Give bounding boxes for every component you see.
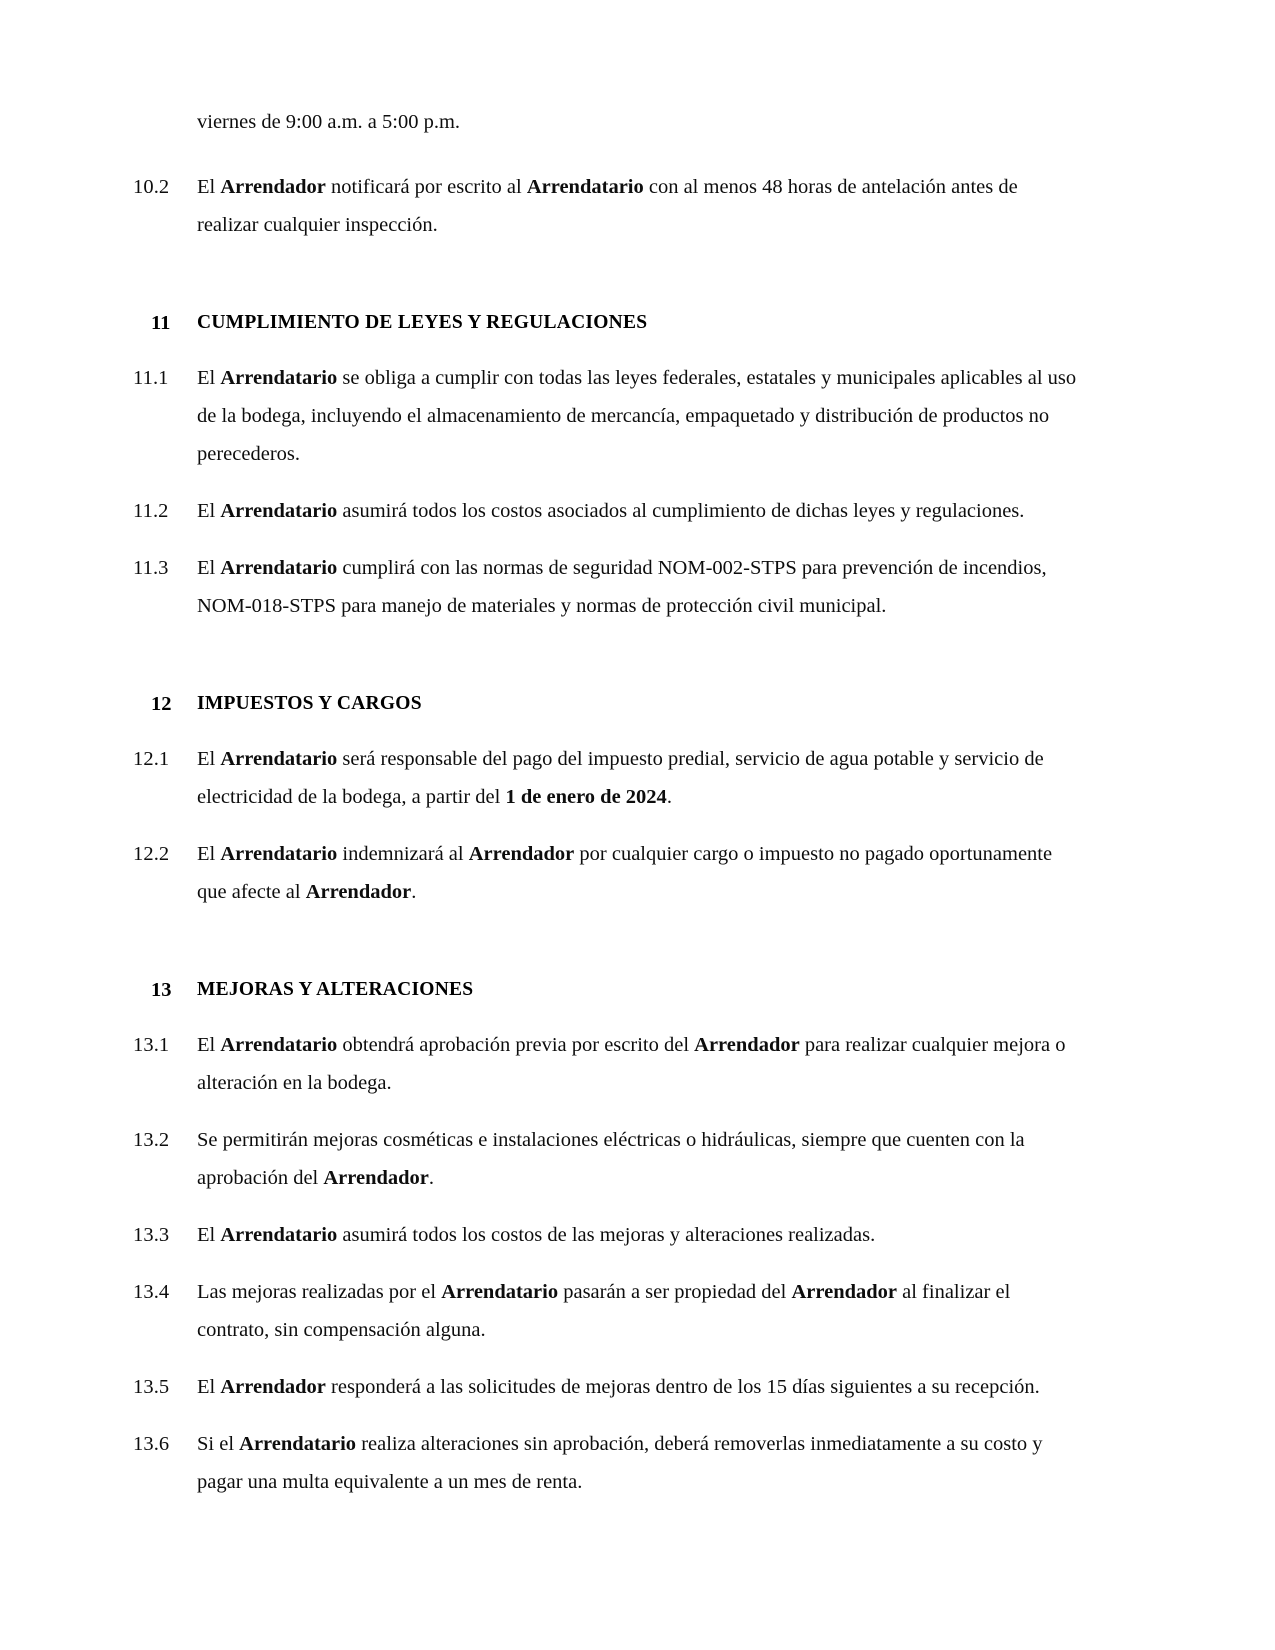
clause-text-run: indemnizará al: [337, 843, 469, 865]
clause-number: 13.4: [133, 1281, 170, 1303]
clause-body: [197, 1121, 1083, 1197]
clause-text-run: Se permitirán mejoras cosméticas e instalaciones eléctricas o hidráulicas, siempre que cuenten con la aprobación del: [197, 1129, 1025, 1189]
clause-list-top: [133, 168, 1083, 244]
emphasis-term: Arrendador: [323, 1167, 429, 1189]
clause-number: 12.1: [133, 748, 170, 770]
clause-text-run: pasarán a ser propiedad del: [558, 1281, 792, 1303]
emphasis-term: Arrendador: [220, 1376, 326, 1398]
clause-text-run: .: [428, 1167, 435, 1189]
clause-body: [197, 168, 1083, 244]
emphasis-term: Arrendatario: [220, 557, 338, 579]
emphasis-term: Arrendatario: [220, 500, 338, 522]
clause-13.4: [133, 1273, 1083, 1349]
clause-13.3: [133, 1216, 1083, 1254]
clause-text-run: asumirá todos los costos de las mejoras y alteraciones realizadas.: [337, 1224, 876, 1246]
clause-text-run: realiza alteraciones sin aprobación, deberá removerlas inmediatamente a su costo y pagar una multa equivalente a un mes de renta.: [197, 1433, 1043, 1493]
clause-text-run: para realizar cualquier mejora o alteración en la bodega.: [197, 1034, 1066, 1094]
clause-number: 12.2: [133, 843, 170, 865]
clause-11.3: [133, 549, 1083, 625]
section-title: MEJORAS Y ALTERACIONES: [197, 979, 474, 1000]
clause-body: [197, 492, 1083, 530]
clause-body: [197, 549, 1083, 625]
clause-text-run: El: [197, 1034, 221, 1056]
clause-12.1: [133, 740, 1083, 816]
clause-number: 13.6: [133, 1433, 170, 1455]
clause-text-run: notificará por escrito al: [325, 176, 527, 198]
clause-number: 10.2: [133, 176, 170, 198]
clause-number: 13.3: [133, 1224, 170, 1246]
section-heading-13: [133, 973, 1083, 1007]
clause-number: 11.1: [133, 367, 169, 389]
clause-text-run: El: [197, 500, 221, 522]
clause-text-run: se obliga a cumplir con todas las leyes federales, estatales y municipales aplicables al uso de la bodega, incluyendo el almacenamiento de mercancía, empaquetado y distribución de productos no perecederos.: [197, 367, 1077, 465]
emphasis-term: Arrendatario: [526, 176, 644, 198]
clause-number: 13.1: [133, 1034, 170, 1056]
clause-body: [197, 740, 1083, 816]
clause-text-run: El: [197, 1376, 221, 1398]
clause-13.5: [133, 1368, 1083, 1406]
section-title: IMPUESTOS Y CARGOS: [197, 693, 422, 714]
clause-text-run: al finalizar el contrato, sin compensación alguna.: [197, 1281, 1011, 1341]
clause-body: [197, 835, 1083, 911]
section-number: 13: [151, 979, 172, 1001]
clause-text-run: responderá a las solicitudes de mejoras dentro de los 15 días siguientes a su recepción.: [325, 1376, 1040, 1398]
clause-number: 11.2: [133, 500, 169, 522]
clause-body: [197, 1368, 1083, 1406]
clause-text-run: El: [197, 843, 221, 865]
emphasis-term: Arrendador: [468, 843, 575, 865]
clause-number: 13.5: [133, 1376, 170, 1398]
clause-13.6: [133, 1425, 1083, 1501]
section-heading-11: [133, 306, 1083, 340]
emphasis-term: Arrendatario: [220, 367, 338, 389]
section-list: [133, 306, 1083, 1501]
emphasis-term: Arrendador: [220, 176, 326, 198]
clause-text-run: será responsable del pago del impuesto predial, servicio de agua potable y servicio de electricidad de la bodega, a partir del: [197, 748, 1044, 808]
emphasis-term: Arrendatario: [441, 1281, 559, 1303]
continuation-text: viernes de 9:00 a.m. a 5:00 p.m.: [197, 111, 461, 133]
clause-text-run: obtendrá aprobación previa por escrito del: [337, 1034, 695, 1056]
clause-text-run: .: [666, 786, 672, 808]
section-number: 12: [151, 693, 172, 715]
clause-text-run: .: [411, 881, 417, 903]
emphasis-term: Arrendatario: [220, 1224, 338, 1246]
spacer: [133, 141, 1083, 149]
clause-body: [197, 1026, 1083, 1102]
clause-text-run: Si el: [197, 1433, 240, 1455]
section-heading-12: [133, 687, 1083, 721]
clause-text-run: El: [197, 557, 221, 579]
emphasis-term: Arrendador: [791, 1281, 898, 1303]
clause-11.2: [133, 492, 1083, 530]
clause-text-run: El: [197, 176, 221, 198]
clause-text-run: con al menos 48 horas de antelación antes de realizar cualquier inspección.: [197, 176, 1018, 236]
emphasis-term: Arrendador: [694, 1034, 800, 1056]
emphasis-term: Arrendatario: [220, 843, 338, 865]
emphasis-term: Arrendatario: [239, 1433, 357, 1455]
clause-body: [197, 1216, 1083, 1254]
clause-body: [197, 1425, 1083, 1501]
clause-number: 13.2: [133, 1129, 170, 1151]
clause-10.2: [133, 168, 1083, 244]
clause-text-run: asumirá todos los costos asociados al cumplimiento de dichas leyes y regulaciones.: [337, 500, 1025, 522]
emphasis-term: Arrendador: [305, 881, 412, 903]
clause-11.1: [133, 359, 1083, 473]
emphasis-term: Arrendatario: [220, 1034, 338, 1056]
page-content: [133, 103, 1083, 1501]
clause-text-run: cumplirá con las normas de seguridad NOM-002-STPS para prevención de incendios, NOM-018-STPS para manejo de materiales y normas de protección civil municipal.: [197, 557, 1047, 617]
clause-text-run: Las mejoras realizadas por el: [197, 1281, 442, 1303]
clause-12.2: [133, 835, 1083, 911]
clause-13.1: [133, 1026, 1083, 1102]
clause-13.2: [133, 1121, 1083, 1197]
clause-text-run: El: [197, 748, 221, 770]
clause-text-run: por cualquier cargo o impuesto no pagado oportunamente que afecte al: [197, 843, 1053, 903]
clause-body: [197, 1273, 1083, 1349]
clause-number: 11.3: [133, 557, 169, 579]
clause-body: [197, 359, 1083, 473]
section-number: 11: [151, 312, 171, 334]
emphasis-term: 1 de enero de 2024: [505, 786, 667, 808]
clause-text-run: El: [197, 1224, 221, 1246]
emphasis-term: Arrendatario: [220, 748, 338, 770]
clause-text-run: El: [197, 367, 221, 389]
section-title: CUMPLIMIENTO DE LEYES Y REGULACIONES: [197, 312, 648, 333]
